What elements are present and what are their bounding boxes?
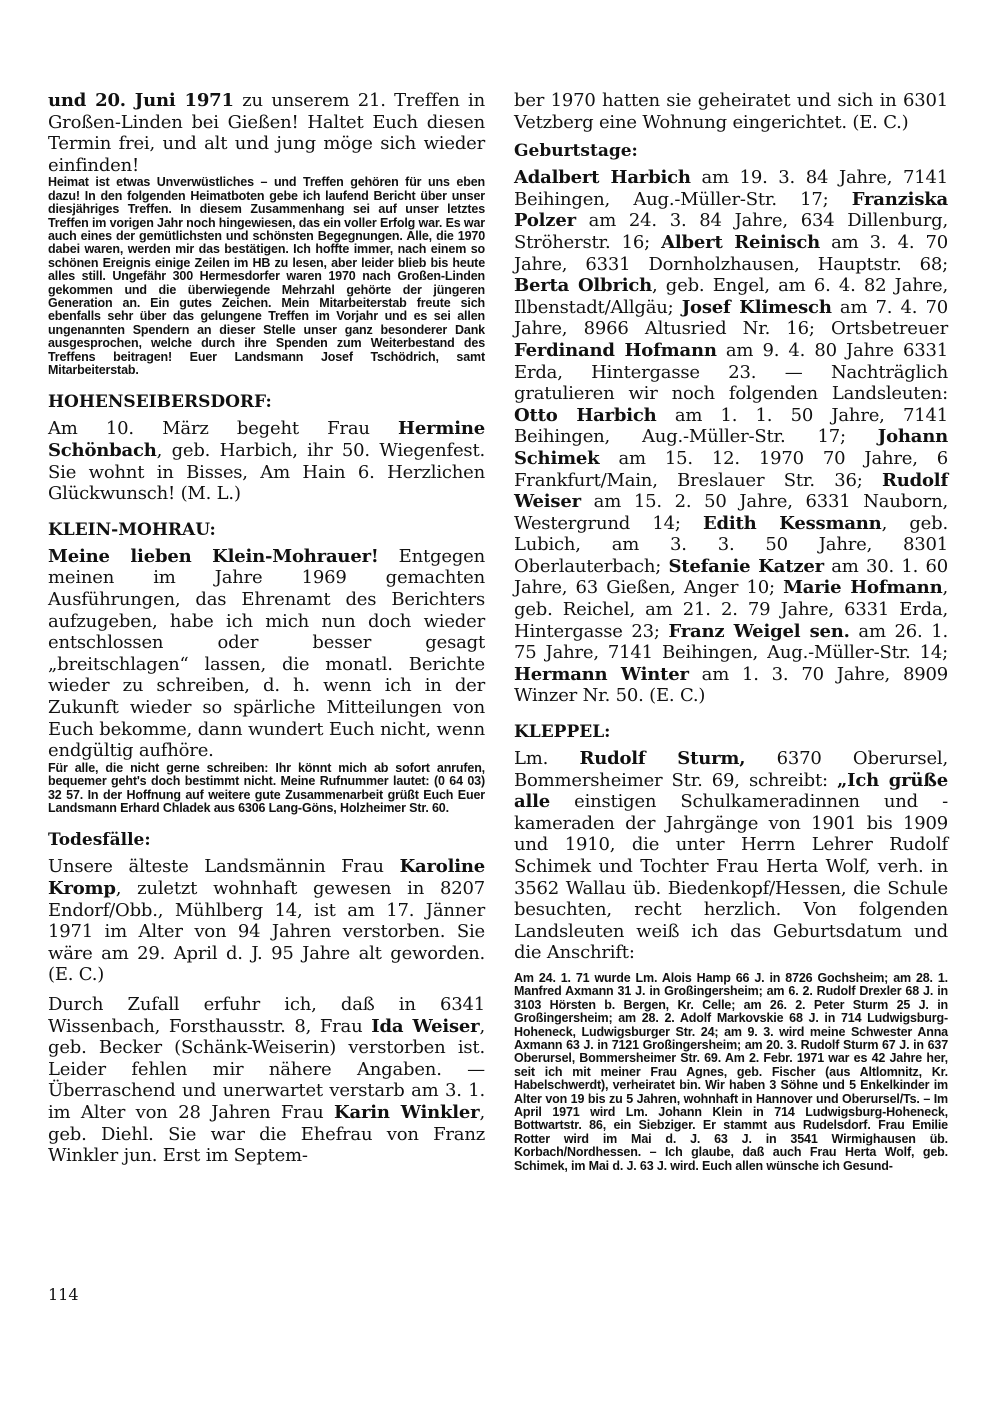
text-run: , geb. Reichel, am 21. 2. 79 Jahre, 6331 Erda, Hintergasse 23; [514,577,948,642]
page-number: 114 [48,1285,79,1304]
bold-name: Adalbert Harbich [514,167,691,189]
text-run: am 26. 1. 75 Jahre, 7141 Beihingen, Aug.-Müller-Str. 14; [514,620,949,664]
bold-name: Ferdinand Hofmann [514,339,717,361]
heading-klein-mohrau: KLEIN-MOHRAU: [48,519,216,540]
text-run: Lm. [514,748,580,770]
bold-name: Otto Harbich [514,404,657,426]
text-run: zu unserem 21. Treffen in Großen-Linden bei Gießen! Haltet Euch diesen Termin frei, und alt und jung möge sich wieder einfinden! [48,90,485,176]
heading-todesfaelle: Todesfälle: [48,830,151,851]
kleppel-birthdays-list: Am 24. 1. 71 wurde Lm. Alois Hamp 66 J. in 8726 Gochsheim; am 28. 1. Manfred Axmann 31 J. in Großingersheim; am 6. 2. Rudolf Drexler 68 J. in 3103 Hörsten b. Bergen, Kr. Celle; am 26. 2. Peter Sturm 25 J. in Großingersheim; am 28. 2. Adolf Markovskie 68 J. in 714 Ludwigsburg-Hoheneck, Ludwigsburger Str. 24; am 9. 3. wird meine Schwester Anna Axmann 63 J. in 7121 Großingersheim; am 20. 3. Rudolf Sturm 67 J. in 637 Oberursel, Bommersheimer Str. 69. Am 2. Febr. 1971 war es 42 Jahre her, seit ich mit meiner Frau Agnes, geb. Fischer (aus Altlomnitz, Kr. Habelschwerdt), verheiratet bin. Wir haben 3 Söhne und 5 Enkelkinder im Alter von 19 bis zu 5 Jahren, wohnhaft in Hannover und Oberursel/Ts. – Im April 1971 wird Lm. Johann Klein in 714 Ludwigsburg-Hoheneck, Bottwartstr. 86, ein Siebziger. Er stammt aus Rudelsdorf. Frau Emilie Rotter wird im Mai d. J. 63 J. in 3541 Wirmighausen üb. Korbach/Nordhessen. – Ich glaube, daß auch Frau Herta Wolf, geb. Schimek, im Mai d. J. 63 J. wird. Euch allen wünsche ich Gesund- [514,970,948,1173]
text-run: , zuletzt wohnhaft gewesen in 8207 Endorf/Obb., Mühlberg 14, ist am 17. Jänner 1971 im Alter von 94 Jahren verstorben. Sie wäre am 29. April d. J. 95 Jahre alt geworden. (E. C.) [48,878,485,986]
meeting-report: Heimat ist etwas Unverwüstliches – und Treffen gehören für uns eben dazu! In den folgenden Heimatboten gebe ich laufend Bericht über unser diesjähriges Treffen. In diesem Zusammenhang sei auf unser letztes Treffen im vorigen Jahr noch hingewiesen, das ein voller Erfolg war. Es war auch eines der gemütlichsten und schönsten Begegnungen. Alle, die 1970 dabei waren, werden mir das bestätigen. Ich hoffte immer, nach einem so schönen Ereignis einige Zeilen im HB zu lesen, aber leider blieb bis heute alles still. Ungefähr 300 Hermesdorfer waren 1970 nach Großen-Linden gekommen und die überwiegende Mehrzahl gehörte der jüngeren Generation an. Ein gutes Zeichen. Mein Mitarbeiterstab freute sich ebenfalls sehr über das gelungene Treffen im Vorjahr und es sei allen ungenannten Spendern an dieser Stelle unser ganz besonderer Dank ausgesprochen, welche durch ihre Spenden zum Weiterbestand des Treffens beitragen! Euer Landsmann Josef Tschödrich, samt Mitarbeiterstab. [48,175,485,378]
meeting-announcement [48,90,485,176]
text-run: Unsere älteste Landsmännin Frau [48,856,400,878]
text-run: , geb. Becker (Schänk-Weiserin) verstorben ist. Leider fehlen mir nähere Angaben. — Überraschend und unerwartet verstarb am 3. 1. im Alter von 28 Jahren Frau [48,1015,485,1123]
text-run: am 9. 4. 80 Jahre 6331 Erda, Hintergasse 23. — Nachträglich gratulieren wir noch folgenden Landsleuten: [514,339,948,405]
bold-name: Karoline Kromp [48,856,485,899]
bold-name: Franz Weigel sen. [668,620,850,642]
bold-name: Hermann Winter [514,663,689,685]
bold-name: Josef Klimesch [681,296,832,318]
text-run: Durch Zufall erfuhr ich, daß in 6341 Wissenbach, Forsthausstr. 8, Frau [48,993,485,1037]
hohenseibersdorf-paragraph [48,418,485,504]
bold-name: Edith Kessmann [702,512,882,534]
bold-name: Johann Schimek [514,426,948,469]
left-column [48,90,485,1167]
text-run: am 30. 1. 60 Jahre, 63 Gießen, Anger 10; [514,555,948,599]
text-run: , geb. Lubich, am 3. 3. 50 Jahre, 8301 Oberlauterbach; [514,512,948,577]
bold-name: Berta Olbrich [514,275,653,297]
text-run: am 15. 12. 1970 70 Jahre, 6 Frankfurt/Main, Breslauer Str. 36; [514,447,948,491]
text-run: Entgegen meinen im Jahre 1969 gemachten Ausführungen, das Ehrenamt des Berichters aufzugeben, habe ich mich nun doch wieder entschlossen oder besser gesagt „breitschlagen“ lassen, die monatl. Berichte wieder zu schreiben, d. h. wenn ich in der Zukunft wieder so spärliche Mitteilungen von Euch bekomme, dann wundert Euch nicht, wenn endgültig aufhöre. [48,545,485,762]
text-run: 6370 Oberursel, Bommersheimer Str. 69, schreibt: [514,748,948,791]
text-run: am 1. 3. 70 Jahre, 8909 Winzer Nr. 50. (E. C.) [514,663,948,707]
heading-geburtstage: Geburtstage: [514,141,638,162]
bold-name: Karin Winkler [334,1101,480,1123]
bold-name: Albert Reinisch [661,231,820,253]
text-run: , geb. Diehl. Sie war die Ehefrau von Franz Winkler jun. Erst im Septem- [48,1101,485,1167]
bold-name: Meine lieben Klein-Mohrauer! [48,545,379,567]
heading-kleppel: KLEPPEL: [514,722,611,743]
bold-name: Hermine Schönbach [48,418,485,462]
bold-name: Stefanie Katzer [668,555,824,577]
obituary-weiser-winkler [48,994,485,1167]
continuation-paragraph: ber 1970 hatten sie geheiratet und sich in 6301 Vetzberg eine Wohnung eingerichtet. (E. C.) [514,90,948,133]
bold-name: Ida Weiser [371,1015,480,1037]
text-run: am 7. 4. 70 Jahre, 8966 Altusried Nr. 16; Ortsbetreuer [514,296,948,340]
right-column [514,90,948,1173]
text-run: am 1. 1. 50 Jahre, 7141 Beihingen, Aug.-Müller-Str. 17; [514,404,948,448]
text-run: einstigen Schulkameradinnen und -kameraden der Jahrgänge von 1901 bis 1909 und 1910, die unter Herrn Lehrer Rudolf Schimek und Tochter Frau Herta Wolf, verh. in 3562 Wallau üb. Biedenkopf/Hessen, die Schule besuchten, recht herzlich. Von folgenden Landsleuten weiß ich das Geburtsdatum und die Anschrift: [514,791,948,964]
text-run: am 3. 4. 70 Jahre, 6331 Dornholzhausen, Hauptstr. 68; [514,231,948,275]
bold-name: Marie Hofmann [783,577,943,599]
kleppel-paragraph [514,748,948,964]
obituary-kromp [48,856,485,986]
text-run: , geb. Harbich, ihr 50. Wiegenfest. Sie wohnt in Bisses, Am Hain 6. Herzlichen Glückwunsch! (M. L.) [48,440,485,505]
bold-name: Franziska Polzer [514,188,948,232]
text-run: am 19. 3. 84 Jahre, 7141 Beihingen, Aug.-Müller-Str. 17; [514,167,948,210]
text-run: Am 10. März begeht Frau [48,418,399,440]
text-run: am 15. 2. 50 Jahre, 6331 Nauborn, Westergrund 14; [514,491,948,534]
heading-hohenseibersdorf: HOHENSEIBERSDORF: [48,392,272,413]
bold-name: Rudolf Weiser [514,469,948,513]
bold-name: Rudolf Sturm, [579,748,746,770]
bold-name: „Ich grüße alle [514,769,949,813]
klein-mohrau-contact: Für alle, die nicht gerne schreiben: Ihr könnt mich ab sofort anrufen, bequemer geht's doch bestimmt nicht. Meine Rufnummer lautet: (0 64 03) 32 57. In der Hoffnung auf weitere gute Zusammenarbeit grüßt Euch Euer Landsmann Erhard Chladek aus 6306 Lang-Göns, Holzheimer Str. 60. [48,760,485,815]
birthdays-paragraph [514,167,948,707]
klein-mohrau-paragraph [48,546,485,762]
bold-name: und 20. Juni 1971 [48,90,234,111]
text-run: , geb. Engel, am 6. 4. 82 Jahre, Ilbenstadt/Allgäu; [514,275,949,318]
text-run: am 24. 3. 84 Jahre, 634 Dillenburg, Ströherstr. 16; [514,210,948,253]
